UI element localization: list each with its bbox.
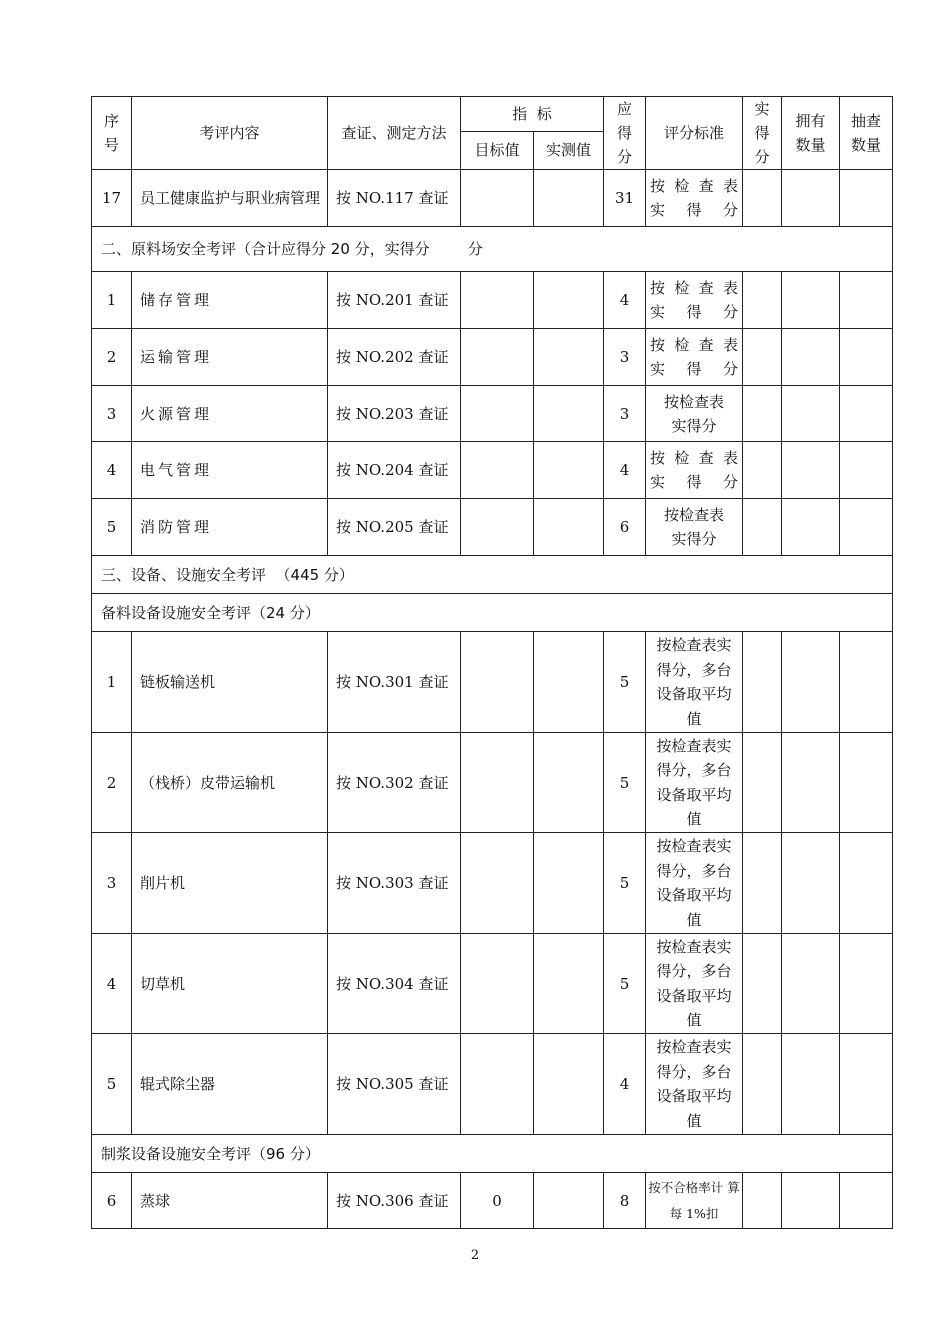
row-seq: 1	[92, 272, 132, 329]
row-target	[461, 329, 534, 386]
row-target	[461, 386, 534, 442]
row-content: 消防管理	[132, 499, 328, 556]
row-standard: 按 检 查 表 实得分	[646, 442, 743, 499]
header-should-score: 应得分	[604, 97, 646, 170]
row-sample	[840, 442, 893, 499]
header-indicator: 指 标	[461, 97, 604, 132]
row-actual	[743, 170, 782, 227]
row-target	[461, 632, 534, 733]
row-standard: 按 检 查 表 实得分	[646, 170, 743, 227]
row-standard: 按检查表实 得分，多台 设备取平均 值	[646, 934, 743, 1034]
row-score: 6	[604, 499, 646, 556]
row-method: 按 NO.204 查证	[328, 442, 461, 499]
row-score: 4	[604, 1034, 646, 1135]
row-actual	[743, 499, 782, 556]
row-measured	[534, 442, 604, 499]
header-owned-qty: 拥有数量	[782, 97, 840, 170]
row-sample	[840, 386, 893, 442]
row-measured	[534, 170, 604, 227]
row-seq: 5	[92, 1034, 132, 1135]
header-actual-score: 实得分	[743, 97, 782, 170]
row-owned	[782, 733, 840, 833]
row-sample	[840, 170, 893, 227]
row-seq: 4	[92, 442, 132, 499]
table-row	[92, 1034, 893, 1135]
row-content: 运输管理	[132, 329, 328, 386]
row-actual	[743, 442, 782, 499]
row-actual	[743, 329, 782, 386]
row-owned	[782, 499, 840, 556]
row-score: 3	[604, 329, 646, 386]
row-sample	[840, 1034, 893, 1135]
row-target	[461, 934, 534, 1034]
row-owned	[782, 329, 840, 386]
row-target: 0	[461, 1173, 534, 1229]
row-standard: 按检查表 实得分	[646, 386, 743, 442]
table-row	[92, 329, 893, 386]
row-owned	[782, 934, 840, 1034]
row-method: 按 NO.302 查证	[328, 733, 461, 833]
table-row	[92, 934, 893, 1034]
row-seq: 6	[92, 1173, 132, 1229]
row-standard: 按检查表实 得分，多台 设备取平均 值	[646, 733, 743, 833]
row-measured	[534, 1034, 604, 1135]
row-owned	[782, 1034, 840, 1135]
header-measured: 实测值	[534, 131, 604, 169]
row-standard: 按 检 查 表 实得分	[646, 329, 743, 386]
table-row	[92, 632, 893, 733]
row-actual	[743, 1173, 782, 1229]
row-target	[461, 833, 534, 934]
row-measured	[534, 934, 604, 1034]
header-sample-qty: 抽查数量	[840, 97, 893, 170]
row-seq: 3	[92, 386, 132, 442]
row-standard: 按检查表 实得分	[646, 499, 743, 556]
row-sample	[840, 833, 893, 934]
row-standard: 按检查表实 得分，多台 设备取平均 值	[646, 833, 743, 934]
row-seq: 1	[92, 632, 132, 733]
row-measured	[534, 632, 604, 733]
row-score: 3	[604, 386, 646, 442]
row-seq: 3	[92, 833, 132, 934]
row-actual	[743, 833, 782, 934]
row-actual	[743, 733, 782, 833]
row-method: 按 NO.205 查证	[328, 499, 461, 556]
row-method: 按 NO.303 查证	[328, 833, 461, 934]
row-score: 5	[604, 833, 646, 934]
table-row	[92, 1173, 893, 1229]
table-row	[92, 833, 893, 934]
row-target	[461, 442, 534, 499]
row-measured	[534, 733, 604, 833]
table-row	[92, 442, 893, 499]
row-measured	[534, 329, 604, 386]
row-method: 按 NO.306 查证	[328, 1173, 461, 1229]
row-content: 电气管理	[132, 442, 328, 499]
table-row	[92, 733, 893, 833]
header-content: 考评内容	[132, 97, 328, 170]
row-content: 削片机	[132, 833, 328, 934]
row-content: 蒸球	[132, 1173, 328, 1229]
header-target: 目标值	[461, 131, 534, 169]
row-standard: 按不合格率计 算每 1%扣	[646, 1173, 743, 1229]
row-sample	[840, 272, 893, 329]
row-measured	[534, 1173, 604, 1229]
row-sample	[840, 499, 893, 556]
row-sample	[840, 733, 893, 833]
row-owned	[782, 632, 840, 733]
row-sample	[840, 934, 893, 1034]
row-content: 切草机	[132, 934, 328, 1034]
header-method: 查证、测定方法	[328, 97, 461, 170]
row-measured	[534, 499, 604, 556]
row-method: 按 NO.117 查证	[328, 170, 461, 227]
row-score: 4	[604, 272, 646, 329]
row-seq: 17	[92, 170, 132, 227]
subsection-title: 备料设备设施安全考评（24 分）	[92, 594, 893, 632]
row-standard: 按检查表实 得分，多台 设备取平均 值	[646, 632, 743, 733]
page-number: 2	[470, 1248, 480, 1263]
row-seq: 4	[92, 934, 132, 1034]
row-actual	[743, 272, 782, 329]
row-seq: 2	[92, 329, 132, 386]
row-content: 员工健康监护与职业病管理	[132, 170, 328, 227]
row-content: 链板输送机	[132, 632, 328, 733]
row-seq: 2	[92, 733, 132, 833]
row-owned	[782, 833, 840, 934]
header-standard: 评分标准	[646, 97, 743, 170]
row-sample	[840, 1173, 893, 1229]
row-owned	[782, 442, 840, 499]
section-header-equipment	[92, 556, 893, 594]
row-measured	[534, 386, 604, 442]
row-sample	[840, 632, 893, 733]
row-method: 按 NO.305 查证	[328, 1034, 461, 1135]
row-score: 31	[604, 170, 646, 227]
table-header-row	[92, 97, 893, 132]
row-target	[461, 272, 534, 329]
row-actual	[743, 934, 782, 1034]
row-content: （栈桥）皮带运输机	[132, 733, 328, 833]
subsection-title: 制浆设备设施安全考评（96 分）	[92, 1135, 893, 1173]
row-sample	[840, 329, 893, 386]
row-target	[461, 733, 534, 833]
row-owned	[782, 386, 840, 442]
table-row	[92, 386, 893, 442]
row-method: 按 NO.203 查证	[328, 386, 461, 442]
row-owned	[782, 272, 840, 329]
subsection-header-prep	[92, 594, 893, 632]
row-content: 火源管理	[132, 386, 328, 442]
table-row	[92, 499, 893, 556]
row-target	[461, 499, 534, 556]
row-content: 辊式除尘器	[132, 1034, 328, 1135]
table-row	[92, 272, 893, 329]
row-standard: 按检查表实 得分，多台 设备取平均 值	[646, 1034, 743, 1135]
row-target	[461, 170, 534, 227]
row-standard: 按 检 查 表 实得分	[646, 272, 743, 329]
table-row	[92, 170, 893, 227]
header-seq: 序号	[92, 97, 132, 170]
row-method: 按 NO.201 查证	[328, 272, 461, 329]
subsection-header-pulping	[92, 1135, 893, 1173]
row-score: 8	[604, 1173, 646, 1229]
row-seq: 5	[92, 499, 132, 556]
row-method: 按 NO.304 查证	[328, 934, 461, 1034]
row-method: 按 NO.202 查证	[328, 329, 461, 386]
row-owned	[782, 1173, 840, 1229]
row-measured	[534, 272, 604, 329]
section-header-raw-material	[92, 227, 893, 272]
row-content: 储存管理	[132, 272, 328, 329]
row-score: 4	[604, 442, 646, 499]
row-measured	[534, 833, 604, 934]
row-target	[461, 1034, 534, 1135]
evaluation-table	[91, 96, 893, 1229]
row-actual	[743, 1034, 782, 1135]
row-score: 5	[604, 733, 646, 833]
row-score: 5	[604, 934, 646, 1034]
row-actual	[743, 632, 782, 733]
row-actual	[743, 386, 782, 442]
row-score: 5	[604, 632, 646, 733]
row-owned	[782, 170, 840, 227]
row-method: 按 NO.301 查证	[328, 632, 461, 733]
section-title: 二、原料场安全考评（合计应得分 20 分，实得分 分	[92, 227, 893, 272]
section-title: 三、设备、设施安全考评 （445 分）	[92, 556, 893, 594]
